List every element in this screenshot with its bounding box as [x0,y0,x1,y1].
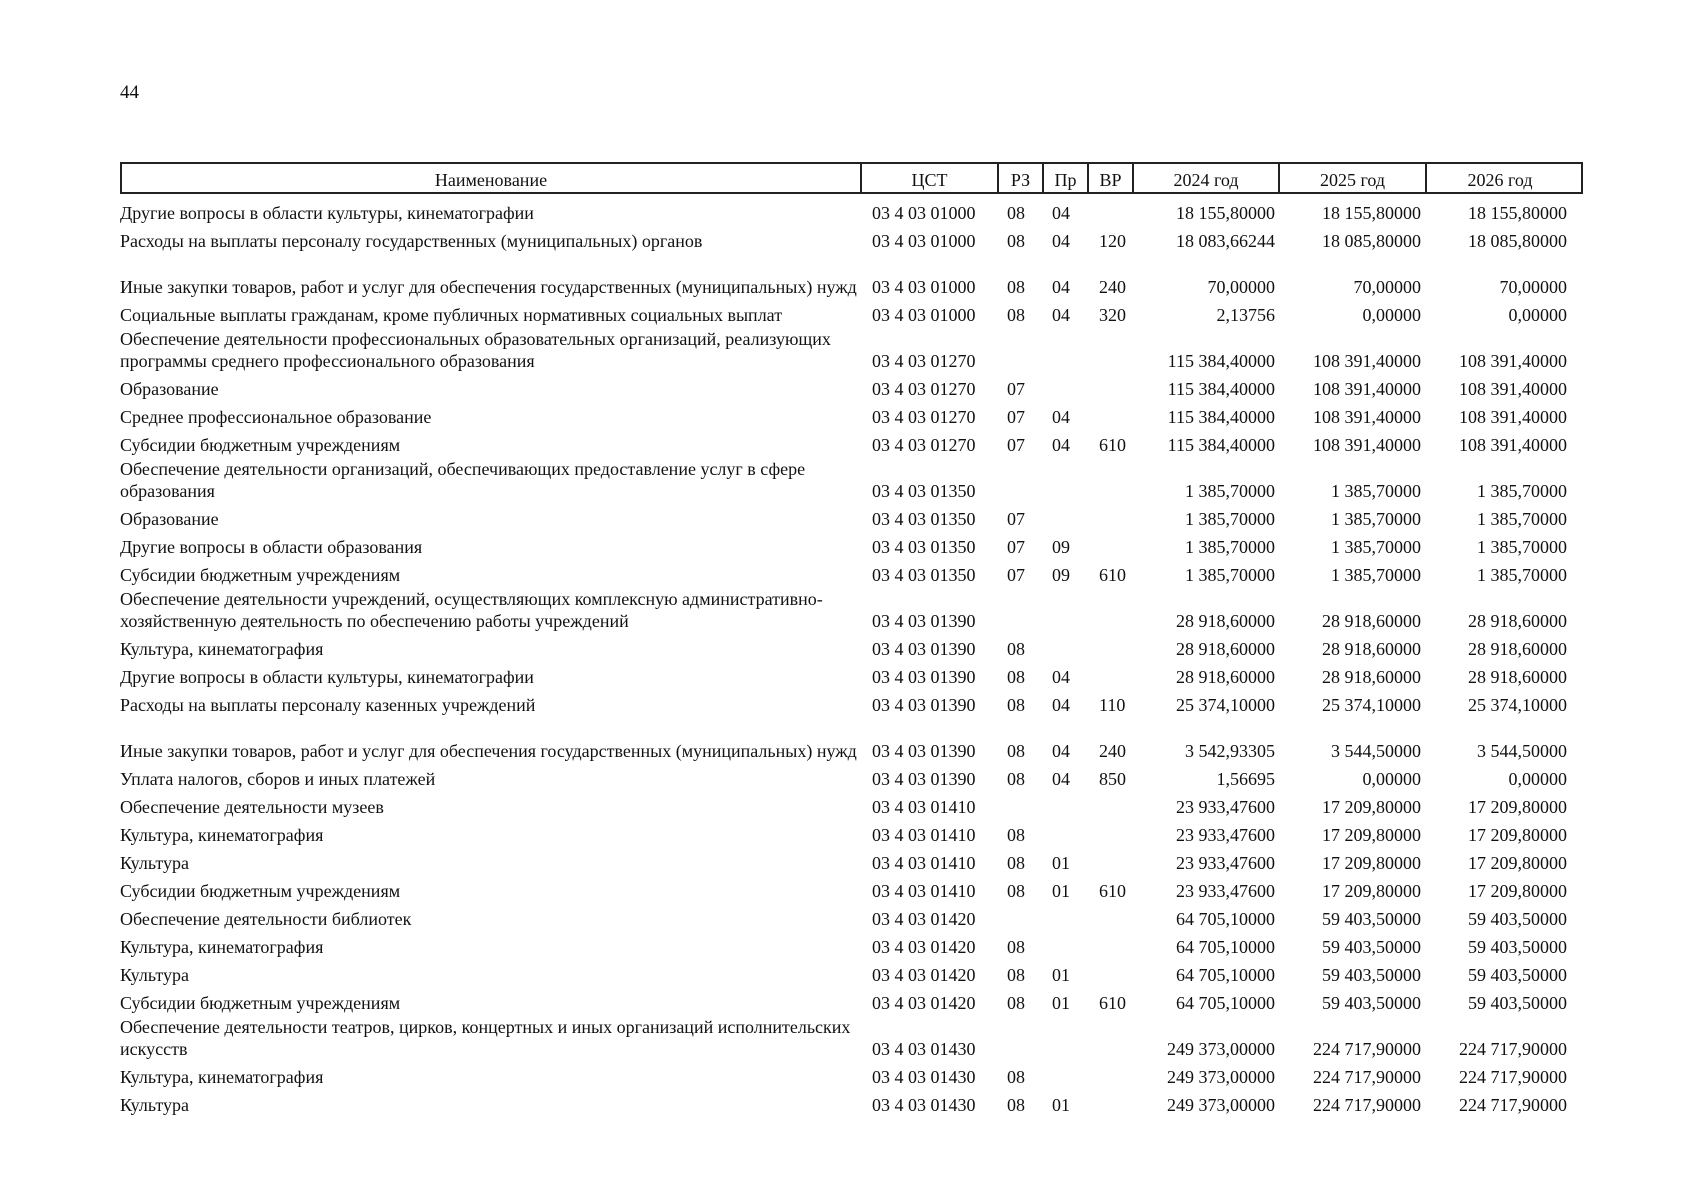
row-pr: 09 [1052,537,1070,557]
row-cst: 03 4 03 01390 [872,769,976,789]
row-2025: 17 209,80000 [1322,825,1421,845]
row-2025: 28 918,60000 [1322,611,1421,631]
row-name: Культура, кинематография [120,1067,324,1087]
table-row [120,502,1583,530]
row-name: Расходы на выплаты персоналу казенных учреждений [120,695,536,715]
row-name: Субсидии бюджетным учреждениям [120,565,401,585]
row-2026: 28 918,60000 [1468,611,1567,631]
row-name: Иные закупки товаров, работ и услуг для обеспечения государственных (муниципальных) нужд [120,277,857,297]
row-rz: 08 [1007,937,1025,957]
row-name: Обеспечение деятельности профессиональных образовательных организаций, реализующих программы среднего профессионального образования [120,329,831,371]
row-cst: 03 4 03 01350 [872,481,976,501]
row-rz: 07 [1007,537,1025,557]
row-2024: 23 933,47600 [1176,881,1275,901]
header-cst: ЦСТ [862,164,999,192]
table-row [120,298,1583,326]
header-rz: РЗ [999,164,1044,192]
row-cst: 03 4 03 01270 [872,351,976,371]
row-2025: 108 391,40000 [1313,351,1421,371]
row-2026: 17 209,80000 [1468,797,1567,817]
row-name: Другие вопросы в области культуры, кинематографии [120,667,534,687]
row-rz: 08 [1007,231,1025,251]
row-cst: 03 4 03 01390 [872,695,976,715]
row-rz: 07 [1007,435,1025,455]
row-cst: 03 4 03 01350 [872,565,976,585]
row-pr: 04 [1052,407,1070,427]
row-cst: 03 4 03 01000 [872,305,976,325]
row-2025: 18 155,80000 [1322,203,1421,223]
table-row [120,660,1583,688]
page-number: 44 [120,82,139,103]
row-rz: 08 [1007,639,1025,659]
row-2026: 17 209,80000 [1468,881,1567,901]
row-2024: 115 384,40000 [1167,379,1275,399]
row-name: Обеспечение деятельности музеев [120,797,384,817]
table-row [120,1014,1583,1060]
row-2024: 28 918,60000 [1176,667,1275,687]
table-row [120,986,1583,1014]
row-cst: 03 4 03 01430 [872,1039,976,1059]
row-2025: 17 209,80000 [1322,881,1421,901]
row-pr: 04 [1052,277,1070,297]
row-2024: 249 373,00000 [1167,1067,1275,1087]
table-header [120,162,1583,194]
row-2024: 1 385,70000 [1185,537,1275,557]
row-name: Культура [120,853,189,873]
row-2026: 17 209,80000 [1468,853,1567,873]
row-2025: 1 385,70000 [1331,565,1421,585]
row-name: Уплата налогов, сборов и иных платежей [120,769,436,789]
row-cst: 03 4 03 01410 [872,881,976,901]
row-cst: 03 4 03 01410 [872,825,976,845]
row-cst: 03 4 03 01390 [872,611,976,631]
row-2024: 28 918,60000 [1176,611,1275,631]
row-2026: 108 391,40000 [1459,407,1567,427]
row-name: Обеспечение деятельности библиотек [120,909,412,929]
row-name: Культура, кинематография [120,937,324,957]
row-vr: 610 [1099,435,1126,455]
row-cst: 03 4 03 01000 [872,203,976,223]
row-2026: 224 717,90000 [1459,1067,1567,1087]
header-2024: 2024 год [1134,164,1280,192]
row-pr: 04 [1052,667,1070,687]
row-pr: 04 [1052,203,1070,223]
row-cst: 03 4 03 01000 [872,231,976,251]
table-row [120,930,1583,958]
row-rz: 07 [1007,509,1025,529]
row-2024: 70,00000 [1207,277,1275,297]
row-2024: 2,13756 [1216,305,1275,325]
row-2024: 249 373,00000 [1167,1095,1275,1115]
row-name: Субсидии бюджетным учреждениям [120,993,401,1013]
table-row [120,326,1583,372]
row-rz: 08 [1007,1095,1025,1115]
row-cst: 03 4 03 01270 [872,379,976,399]
row-cst: 03 4 03 01350 [872,509,976,529]
row-2026: 25 374,10000 [1468,695,1567,715]
table-row [120,958,1583,986]
row-2025: 3 544,50000 [1331,741,1421,761]
row-2024: 115 384,40000 [1167,407,1275,427]
row-pr: 09 [1052,565,1070,585]
row-2025: 17 209,80000 [1322,797,1421,817]
row-cst: 03 4 03 01420 [872,993,976,1013]
row-cst: 03 4 03 01270 [872,407,976,427]
row-2025: 17 209,80000 [1322,853,1421,873]
row-2026: 18 085,80000 [1468,231,1567,251]
row-2024: 1 385,70000 [1185,481,1275,501]
row-name: Культура, кинематография [120,825,324,845]
row-2024: 115 384,40000 [1167,435,1275,455]
row-name: Субсидии бюджетным учреждениям [120,435,401,455]
row-name: Среднее профессиональное образование [120,407,432,427]
table-row [120,632,1583,660]
row-pr: 04 [1052,231,1070,251]
table-row [120,456,1583,502]
row-2026: 59 403,50000 [1468,993,1567,1013]
row-rz: 07 [1007,379,1025,399]
table-row [120,846,1583,874]
row-2024: 249 373,00000 [1167,1039,1275,1059]
row-2025: 108 391,40000 [1313,379,1421,399]
row-2025: 108 391,40000 [1313,435,1421,455]
row-2025: 1 385,70000 [1331,509,1421,529]
row-pr: 01 [1052,993,1070,1013]
table-row [120,224,1583,252]
row-cst: 03 4 03 01270 [872,435,976,455]
row-name: Социальные выплаты гражданам, кроме публичных нормативных социальных выплат [120,305,783,325]
row-2024: 64 705,10000 [1176,909,1275,929]
header-name: Наименование [122,164,862,192]
row-cst: 03 4 03 01430 [872,1095,976,1115]
row-2026: 1 385,70000 [1477,565,1567,585]
row-pr: 04 [1052,305,1070,325]
row-2025: 18 085,80000 [1322,231,1421,251]
row-name: Обеспечение деятельности театров, цирков, концертных и иных организаций исполнительских искусств [120,1017,851,1059]
row-2026: 0,00000 [1508,769,1567,789]
table-row [120,530,1583,558]
table-row [120,1088,1583,1116]
row-rz: 08 [1007,203,1025,223]
row-cst: 03 4 03 01410 [872,853,976,873]
row-name: Обеспечение деятельности учреждений, осуществляющих комплексную административно-хозяйственную деятельность по обеспечению работы учреждений [120,589,823,631]
table-row [120,790,1583,818]
row-rz: 08 [1007,881,1025,901]
row-cst: 03 4 03 01420 [872,909,976,929]
row-2025: 0,00000 [1362,305,1421,325]
row-2026: 28 918,60000 [1468,639,1567,659]
row-cst: 03 4 03 01390 [872,667,976,687]
row-cst: 03 4 03 01410 [872,797,976,817]
row-cst: 03 4 03 01390 [872,639,976,659]
table-row [120,372,1583,400]
row-2025: 25 374,10000 [1322,695,1421,715]
row-pr: 01 [1052,965,1070,985]
row-2024: 64 705,10000 [1176,937,1275,957]
row-2026: 59 403,50000 [1468,965,1567,985]
row-2025: 224 717,90000 [1313,1067,1421,1087]
row-2025: 224 717,90000 [1313,1095,1421,1115]
row-2026: 108 391,40000 [1459,435,1567,455]
row-2025: 224 717,90000 [1313,1039,1421,1059]
row-rz: 08 [1007,695,1025,715]
row-2025: 28 918,60000 [1322,667,1421,687]
table-row [120,762,1583,790]
row-2026: 224 717,90000 [1459,1039,1567,1059]
row-rz: 08 [1007,741,1025,761]
row-rz: 07 [1007,565,1025,585]
row-cst: 03 4 03 01390 [872,741,976,761]
row-pr: 01 [1052,1095,1070,1115]
row-pr: 01 [1052,881,1070,901]
row-vr: 120 [1099,231,1126,251]
row-name: Другие вопросы в области культуры, кинематографии [120,203,534,223]
row-name: Культура [120,965,189,985]
row-2026: 70,00000 [1499,277,1567,297]
row-name: Расходы на выплаты персоналу государственных (муниципальных) органов [120,231,703,251]
table-row [120,252,1583,298]
row-2024: 23 933,47600 [1176,853,1275,873]
row-2025: 1 385,70000 [1331,481,1421,501]
row-pr: 04 [1052,435,1070,455]
row-cst: 03 4 03 01420 [872,965,976,985]
header-pr: Пр [1044,164,1089,192]
header-2026: 2026 год [1467,169,1533,190]
row-pr: 04 [1052,741,1070,761]
row-2026: 1 385,70000 [1477,537,1567,557]
row-2025: 59 403,50000 [1322,909,1421,929]
table-row [120,400,1583,428]
row-2026: 224 717,90000 [1459,1095,1567,1115]
row-vr: 610 [1099,993,1126,1013]
row-2026: 108 391,40000 [1459,379,1567,399]
row-2026: 0,00000 [1508,305,1567,325]
row-rz: 08 [1007,769,1025,789]
row-2026: 108 391,40000 [1459,351,1567,371]
row-rz: 08 [1007,825,1025,845]
table-row [120,818,1583,846]
row-rz: 08 [1007,993,1025,1013]
row-2025: 28 918,60000 [1322,639,1421,659]
row-2024: 115 384,40000 [1167,351,1275,371]
row-rz: 08 [1007,667,1025,687]
row-rz: 08 [1007,305,1025,325]
row-2026: 18 155,80000 [1468,203,1567,223]
row-2024: 23 933,47600 [1176,825,1275,845]
row-vr: 240 [1099,741,1126,761]
row-2024: 28 918,60000 [1176,639,1275,659]
row-2025: 108 391,40000 [1313,407,1421,427]
table-row [120,688,1583,716]
row-2026: 3 544,50000 [1477,741,1567,761]
row-2025: 59 403,50000 [1322,965,1421,985]
row-2024: 1 385,70000 [1185,509,1275,529]
row-cst: 03 4 03 01430 [872,1067,976,1087]
row-vr: 610 [1099,881,1126,901]
row-name: Иные закупки товаров, работ и услуг для обеспечения государственных (муниципальных) нужд [120,741,857,761]
row-2025: 59 403,50000 [1322,993,1421,1013]
row-name: Другие вопросы в области образования [120,537,423,557]
row-pr: 04 [1052,695,1070,715]
table-row [120,716,1583,762]
row-2024: 64 705,10000 [1176,965,1275,985]
table-row [120,902,1583,930]
row-pr: 04 [1052,769,1070,789]
row-2025: 70,00000 [1353,277,1421,297]
row-cst: 03 4 03 01350 [872,537,976,557]
row-2024: 25 374,10000 [1176,695,1275,715]
row-2024: 1 385,70000 [1185,565,1275,585]
table-row [120,558,1583,586]
row-name: Образование [120,379,219,399]
table-row [120,586,1583,632]
row-2026: 17 209,80000 [1468,825,1567,845]
row-name: Обеспечение деятельности организаций, обеспечивающих предоставление услуг в сфере образования [120,459,806,501]
row-2025: 59 403,50000 [1322,937,1421,957]
row-vr: 240 [1099,277,1126,297]
row-2024: 23 933,47600 [1176,797,1275,817]
row-2024: 18 155,80000 [1176,203,1275,223]
row-2024: 64 705,10000 [1176,993,1275,1013]
row-2024: 3 542,93305 [1185,741,1275,761]
row-name: Образование [120,509,219,529]
row-2025: 1 385,70000 [1331,537,1421,557]
row-name: Культура [120,1095,189,1115]
header-vr: ВР [1089,164,1134,192]
row-vr: 610 [1099,565,1126,585]
row-2026: 28 918,60000 [1468,667,1567,687]
table-row [120,196,1583,224]
row-name: Субсидии бюджетным учреждениям [120,881,401,901]
row-2026: 1 385,70000 [1477,509,1567,529]
row-rz: 08 [1007,853,1025,873]
row-cst: 03 4 03 01420 [872,937,976,957]
row-pr: 01 [1052,853,1070,873]
table-row [120,874,1583,902]
row-2026: 59 403,50000 [1468,909,1567,929]
table-row [120,1060,1583,1088]
row-rz: 08 [1007,277,1025,297]
row-rz: 07 [1007,407,1025,427]
row-2025: 0,00000 [1362,769,1421,789]
row-vr: 110 [1099,695,1126,715]
row-cst: 03 4 03 01000 [872,277,976,297]
row-2024: 1,56695 [1216,769,1275,789]
budget-table [120,162,1583,1116]
row-2026: 1 385,70000 [1477,481,1567,501]
header-2025: 2025 год [1280,164,1427,192]
row-2026: 59 403,50000 [1468,937,1567,957]
row-2024: 18 083,66244 [1176,231,1275,251]
row-vr: 320 [1099,305,1126,325]
table-body [120,196,1583,1116]
row-rz: 08 [1007,1067,1025,1087]
row-name: Культура, кинематография [120,639,324,659]
row-rz: 08 [1007,965,1025,985]
table-row [120,428,1583,456]
row-vr: 850 [1099,769,1126,789]
